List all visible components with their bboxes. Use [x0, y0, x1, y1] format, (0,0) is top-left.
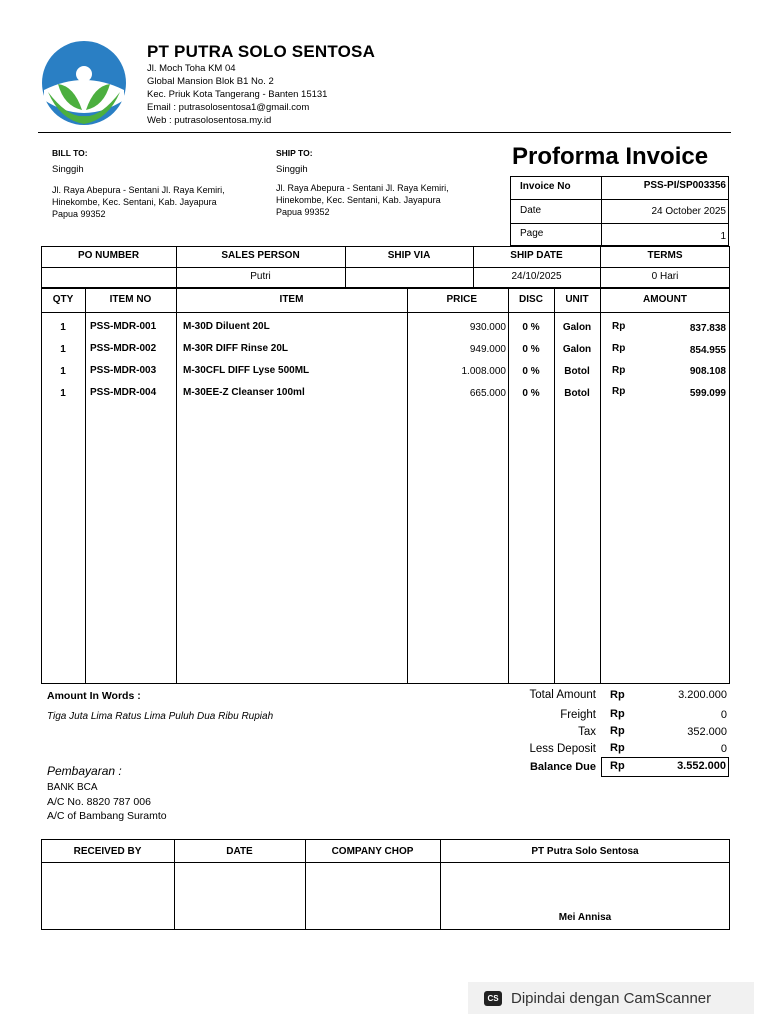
- company-signature-header: PT Putra Solo Sentosa: [531, 846, 639, 857]
- bill-to-address-line: Jl. Raya Abepura - Sentani Jl. Raya Kemiri,: [52, 185, 225, 195]
- camscanner-text: Dipindai dengan CamScanner: [511, 989, 712, 1007]
- company-logo: [40, 40, 128, 126]
- disc-header: DISC: [519, 294, 543, 305]
- account-number: A/C No. 8820 787 006: [47, 796, 151, 808]
- item-unit: Botol: [564, 388, 590, 399]
- amount-in-words-text: Tiga Juta Lima Ratus Lima Puluh Dua Ribu Rupiah: [47, 711, 274, 722]
- item-amount: 599.099: [689, 388, 726, 399]
- price-header: PRICE: [446, 294, 477, 305]
- item-name: M-30R DIFF Rinse 20L: [183, 343, 289, 354]
- item-unit: Botol: [564, 366, 590, 377]
- company-address-line: Kec. Priuk Kota Tangerang - Banten 15131: [147, 89, 328, 100]
- item-currency: Rp: [612, 386, 626, 397]
- bill-to-name: Singgih: [52, 164, 84, 175]
- signer-name: Mei Annisa: [558, 912, 612, 923]
- item-currency: Rp: [612, 365, 626, 376]
- item-no-header: ITEM NO: [109, 294, 152, 305]
- balance-due-currency: Rp: [610, 760, 625, 772]
- item-amount: 854.955: [689, 345, 726, 356]
- invoice-no-value: PSS-PI/SP003356: [643, 180, 726, 191]
- total-amount-value: 3.200.000: [678, 689, 727, 701]
- item-price: 665.000: [469, 388, 506, 399]
- bill-to-address-line: Papua 99352: [52, 209, 106, 219]
- item-amount: 908.108: [689, 366, 726, 377]
- company-address-line: Jl. Moch Toha KM 04: [147, 63, 236, 74]
- terms-header: TERMS: [647, 250, 683, 261]
- balance-due-value: 3.552.000: [677, 760, 726, 772]
- item-price: 1.008.000: [461, 366, 506, 377]
- item-number: PSS-MDR-004: [90, 387, 157, 398]
- account-holder: A/C of Bambang Suramto: [47, 810, 167, 822]
- item-qty: 1: [60, 344, 66, 355]
- total-amount-label: Total Amount: [529, 689, 596, 701]
- invoice-date-label: Date: [520, 205, 542, 216]
- sales-person-value: Putri: [250, 271, 271, 282]
- bill-to-label: BILL TO:: [52, 148, 88, 158]
- invoice-date-value: 24 October 2025: [651, 206, 726, 217]
- tax-currency: Rp: [610, 725, 625, 737]
- ship-via-header: SHIP VIA: [387, 250, 431, 261]
- item-name: M-30CFL DIFF Lyse 500ML: [183, 365, 310, 376]
- item-qty: 1: [60, 366, 66, 377]
- ship-to-address-line: Papua 99352: [276, 207, 330, 217]
- bank-name: BANK BCA: [47, 782, 98, 793]
- less-deposit-value: 0: [720, 743, 727, 755]
- less-deposit-label: Less Deposit: [529, 743, 596, 755]
- unit-header: UNIT: [565, 294, 589, 305]
- company-email: Email : putrasolosentosa1@gmail.com: [147, 102, 310, 113]
- amount-in-words-label: Amount In Words :: [47, 690, 141, 702]
- ship-to-address-line: Jl. Raya Abepura - Sentani Jl. Raya Kemiri,: [276, 183, 449, 193]
- invoice-no-label: Invoice No: [520, 181, 571, 192]
- camscanner-icon: CS: [484, 991, 502, 1006]
- ship-date-value: 24/10/2025: [511, 271, 562, 282]
- ship-date-header: SHIP DATE: [510, 250, 563, 261]
- invoice-page-value: 1: [720, 231, 726, 242]
- po-number-header: PO NUMBER: [77, 250, 140, 261]
- header-divider: [38, 132, 731, 133]
- amount-header: AMOUNT: [643, 294, 687, 305]
- item-disc: 0 %: [522, 344, 540, 355]
- item-name: M-30D Diluent 20L: [183, 321, 270, 332]
- payment-label: Pembayaran :: [47, 764, 122, 778]
- item-number: PSS-MDR-002: [90, 343, 157, 354]
- total-amount-currency: Rp: [610, 689, 625, 701]
- freight-value: 0: [720, 709, 727, 721]
- ship-to-address-line: Hinekombe, Kec. Sentani, Kab. Jayapura: [276, 195, 441, 205]
- item-amount: 837.838: [689, 323, 726, 334]
- item-disc: 0 %: [522, 322, 540, 333]
- sales-person-header: SALES PERSON: [221, 250, 300, 261]
- tax-label: Tax: [578, 726, 596, 738]
- item-name: M-30EE-Z Cleanser 100ml: [183, 387, 305, 398]
- less-deposit-currency: Rp: [610, 742, 625, 754]
- qty-header: QTY: [52, 294, 74, 305]
- company-chop-header: COMPANY CHOP: [331, 846, 414, 857]
- bill-to-address-line: Hinekombe, Kec. Sentani, Kab. Jayapura: [52, 197, 217, 207]
- item-header: ITEM: [279, 294, 304, 305]
- ship-to-label: SHIP TO:: [276, 148, 313, 158]
- item-currency: Rp: [612, 343, 626, 354]
- item-qty: 1: [60, 388, 66, 399]
- terms-value: 0 Hari: [651, 271, 679, 282]
- document-title: Proforma Invoice: [512, 143, 709, 170]
- date-header: DATE: [226, 846, 253, 857]
- item-number: PSS-MDR-003: [90, 365, 157, 376]
- company-name: PT PUTRA SOLO SENTOSA: [147, 42, 376, 61]
- item-disc: 0 %: [522, 366, 540, 377]
- company-web: Web : putrasolosentosa.my.id: [147, 115, 272, 126]
- item-currency: Rp: [612, 321, 626, 332]
- company-address-line: Global Mansion Blok B1 No. 2: [147, 76, 274, 87]
- item-number: PSS-MDR-001: [90, 321, 157, 332]
- ship-to-name: Singgih: [276, 164, 308, 175]
- tax-value: 352.000: [687, 726, 727, 738]
- item-price: 949.000: [469, 344, 506, 355]
- camscanner-watermark: [468, 982, 754, 1014]
- balance-due-label: Balance Due: [529, 761, 596, 773]
- item-price: 930.000: [469, 322, 506, 333]
- freight-currency: Rp: [610, 708, 625, 720]
- item-disc: 0 %: [522, 388, 540, 399]
- item-unit: Galon: [562, 322, 592, 333]
- received-by-header: RECEIVED BY: [73, 846, 142, 857]
- invoice-page-label: Page: [520, 228, 544, 239]
- item-qty: 1: [60, 322, 66, 333]
- freight-label: Freight: [560, 709, 596, 721]
- item-unit: Galon: [562, 344, 592, 355]
